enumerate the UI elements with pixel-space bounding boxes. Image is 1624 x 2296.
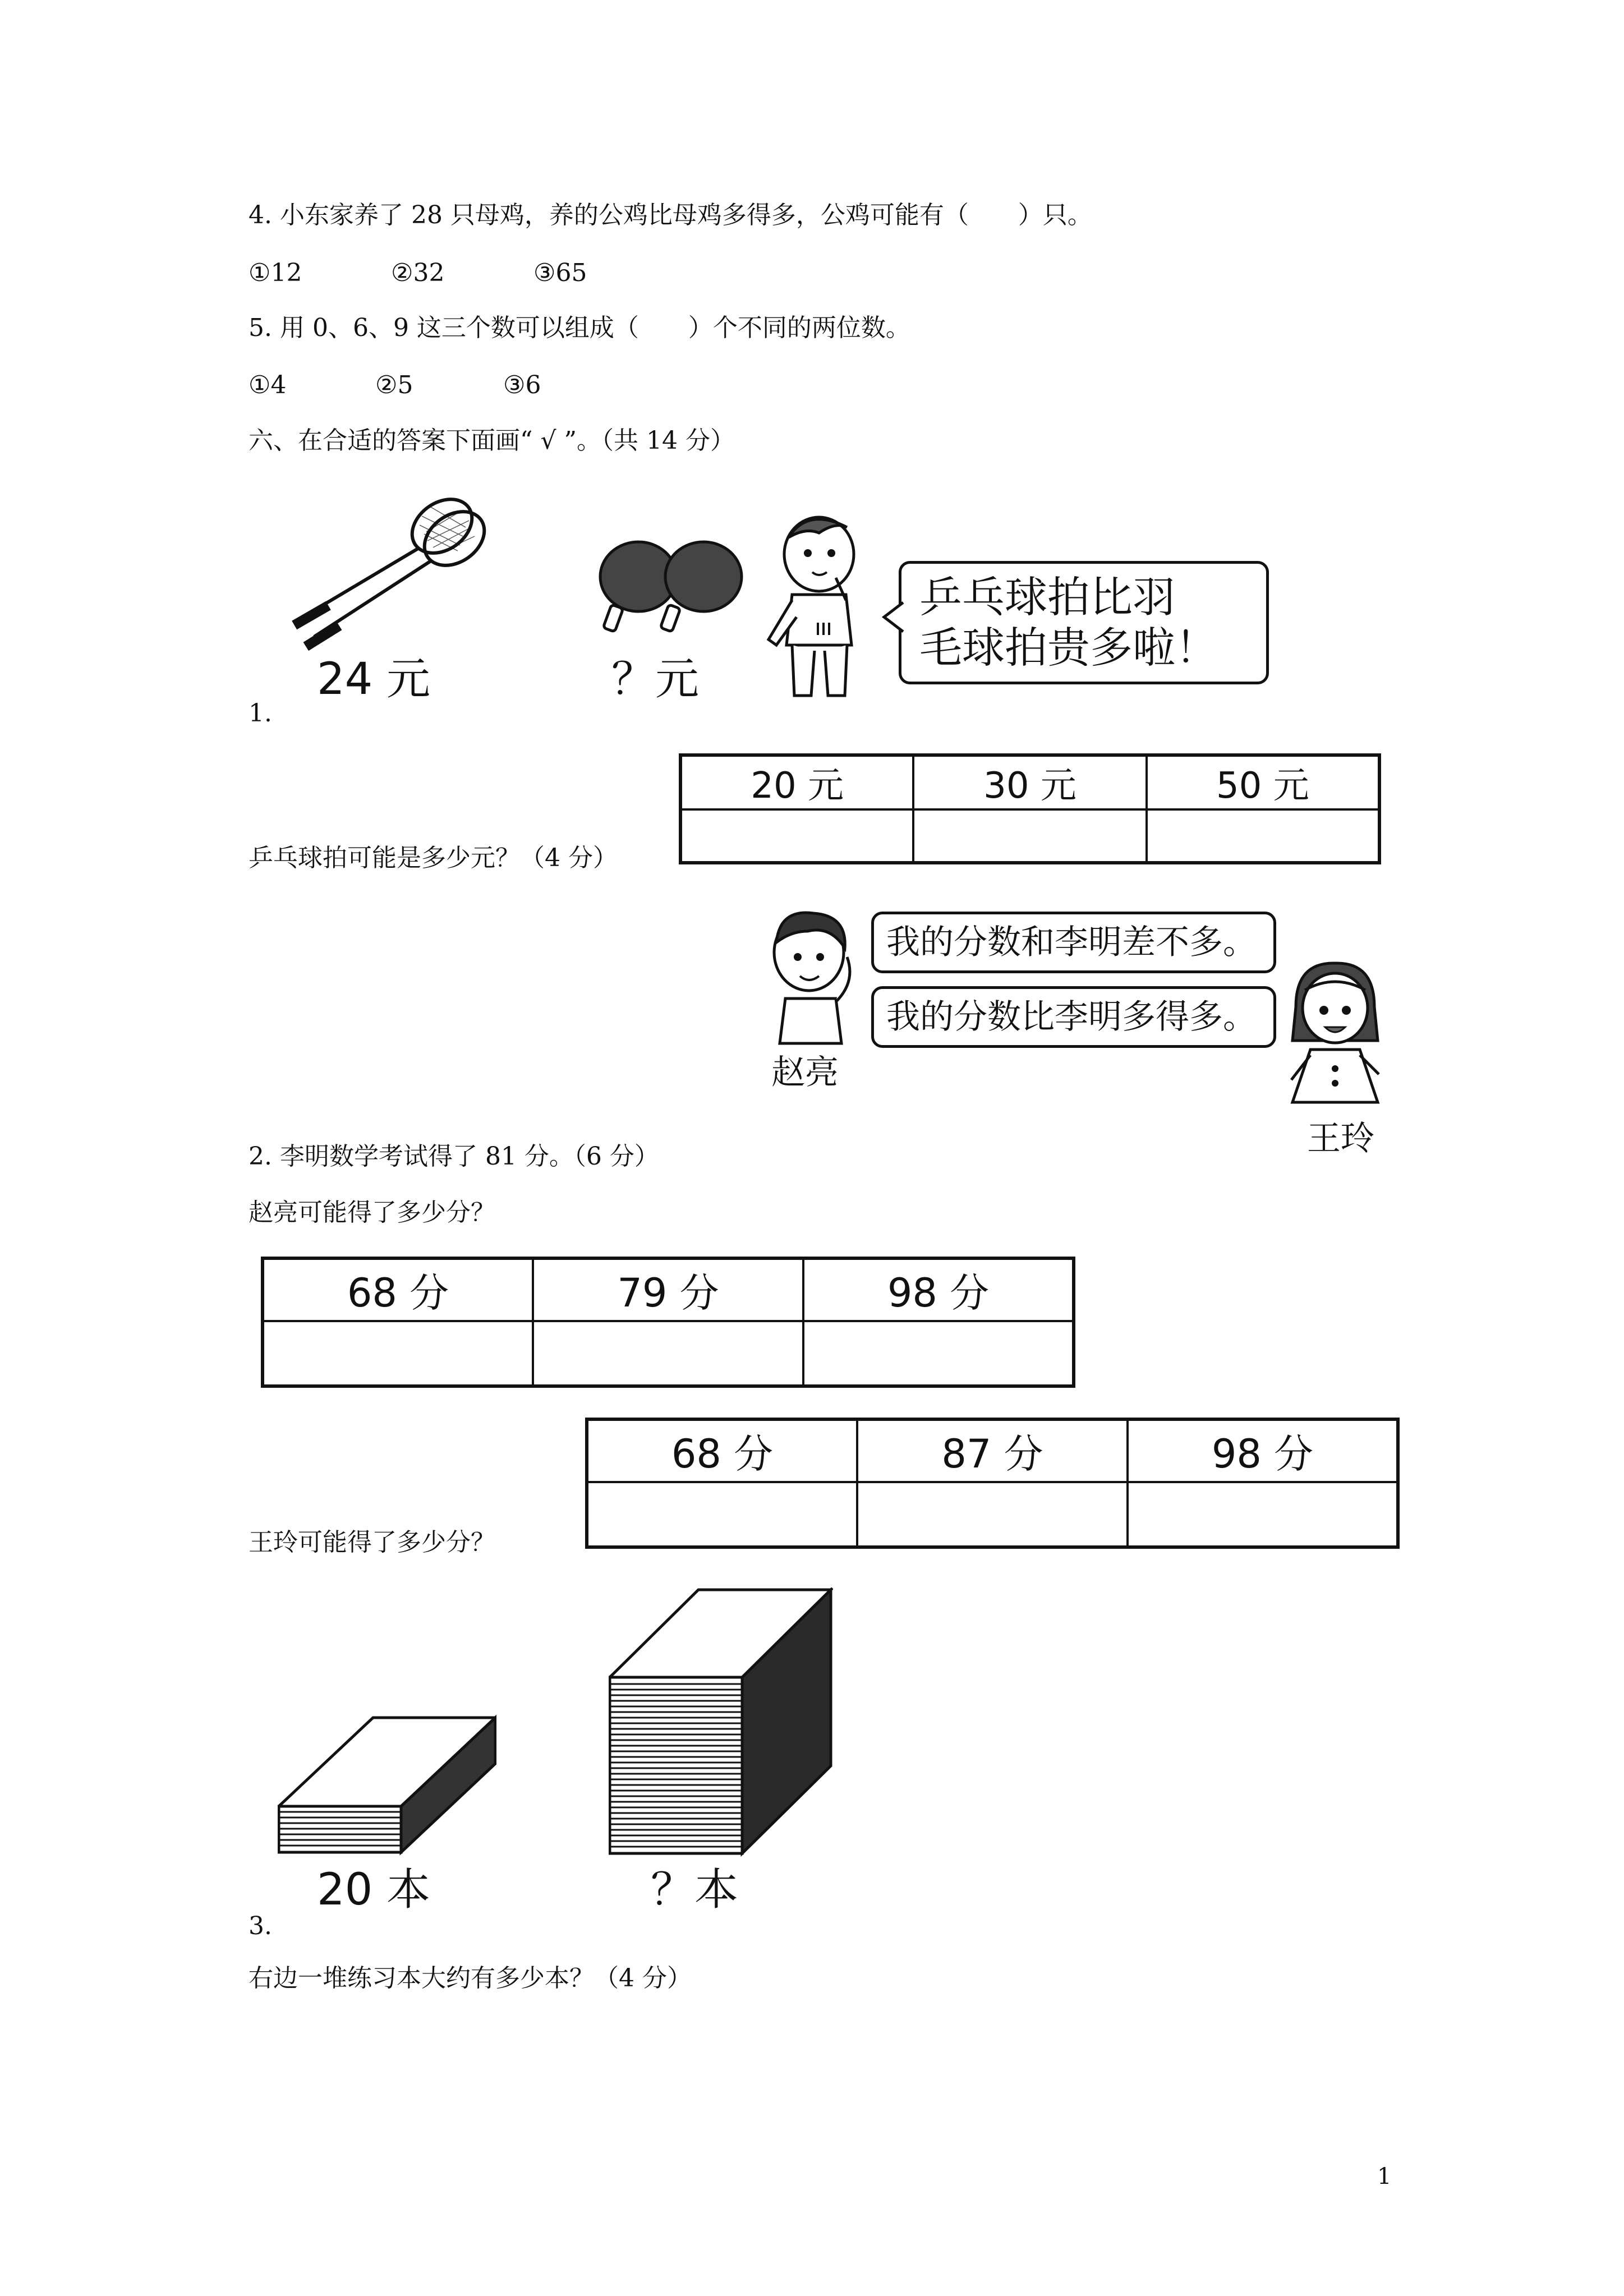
speech-wang-text: 我的分数比李明多得多。 [886, 997, 1257, 1037]
speech-line-1: 乒乓球拍比羽 [919, 572, 1175, 622]
p1-answer-table [679, 753, 1381, 864]
tall-stack-label: ？本 [651, 1865, 739, 1915]
speech-tail-icon [882, 600, 904, 634]
p2-zhao-option-1: 68 分 [263, 1258, 533, 1321]
q4-option-1: ①12 [249, 259, 302, 287]
p2-zhao-check-cell-1[interactable] [263, 1321, 533, 1386]
section6-heading: 六、在合适的答案下面画“ √ ”。（共 14 分） [249, 426, 735, 455]
q4-option-3: ③65 [533, 259, 587, 287]
p2-question-wang: 王玲可能得了多少分？ [249, 1528, 495, 1557]
p2-wang-check-cell-3[interactable] [1128, 1482, 1398, 1547]
boy-icon [752, 510, 886, 712]
p1-number: 1. [249, 699, 272, 728]
p2-wang-answer-table [585, 1418, 1400, 1549]
p2-wang-option-2: 87 分 [857, 1419, 1128, 1482]
page-number: 1 [1377, 2164, 1392, 2189]
q5-option-2: ②5 [375, 371, 413, 399]
p2-zhao-option-3: 98 分 [803, 1258, 1074, 1321]
p3-question: 右边一堆练习本大约有多少本？（4 分） [249, 1964, 692, 1993]
zhao-liang-icon [757, 903, 864, 1049]
p2-zhao-check-cell-3[interactable] [803, 1321, 1074, 1386]
q4-option-2: ②32 [391, 259, 445, 287]
speech-bubble-boy [899, 561, 1269, 684]
p2-wang-check-cell-1[interactable] [587, 1482, 857, 1547]
q5-option-3: ③6 [503, 371, 541, 399]
p1-question: 乒乓球拍可能是多少元？（4 分） [249, 844, 618, 872]
p2-zhao-option-2: 79 分 [533, 1258, 803, 1321]
wang-ling-name: 王玲 [1307, 1119, 1374, 1158]
wang-ling-icon [1279, 956, 1391, 1108]
p2-wang-option-1: 68 分 [587, 1419, 857, 1482]
small-book-stack-icon [278, 1705, 496, 1857]
p1-option-1: 20 元 [680, 755, 913, 809]
p2-zhao-answer-table [261, 1257, 1075, 1388]
p3-number: 3. [249, 1912, 272, 1940]
q4-text: 4. 小东家养了 28 只母鸡，养的公鸡比母鸡多得多，公鸡可能有（ ）只。 [249, 201, 1092, 229]
speech-line-2: 毛球拍贵多啦！ [919, 623, 1218, 673]
badminton-rackets-icon [292, 482, 499, 656]
p1-option-3: 50 元 [1147, 755, 1379, 809]
q5-option-1: ①4 [249, 371, 287, 399]
p2-zhao-check-cell-2[interactable] [533, 1321, 803, 1386]
p2-wang-check-cell-2[interactable] [857, 1482, 1128, 1547]
pingpong-price-label: ？元 [611, 654, 700, 705]
p2-wang-option-3: 98 分 [1128, 1419, 1398, 1482]
p1-option-2: 30 元 [913, 755, 1146, 809]
q5-text: 5. 用 0、6、9 这三个数可以组成（ ）个不同的两位数。 [249, 314, 910, 342]
p1-check-cell-3[interactable] [1147, 809, 1379, 863]
p1-check-cell-1[interactable] [680, 809, 913, 863]
pingpong-paddles-icon [595, 539, 752, 639]
tall-book-stack-icon [609, 1588, 833, 1857]
p1-check-cell-2[interactable] [913, 809, 1146, 863]
p2-question-zhao: 赵亮可能得了多少分？ [249, 1198, 495, 1227]
speech-zhao-text: 我的分数和李明差不多。 [886, 923, 1257, 962]
speech-bubble-wang [871, 986, 1276, 1048]
speech-bubble-zhao [871, 912, 1276, 973]
zhao-liang-name: 赵亮 [771, 1053, 839, 1092]
p2-text: 2. 李明数学考试得了 81 分。（6 分） [249, 1142, 659, 1171]
badminton-price-label: 24 元 [317, 654, 431, 705]
small-stack-label: 20 本 [317, 1865, 431, 1915]
